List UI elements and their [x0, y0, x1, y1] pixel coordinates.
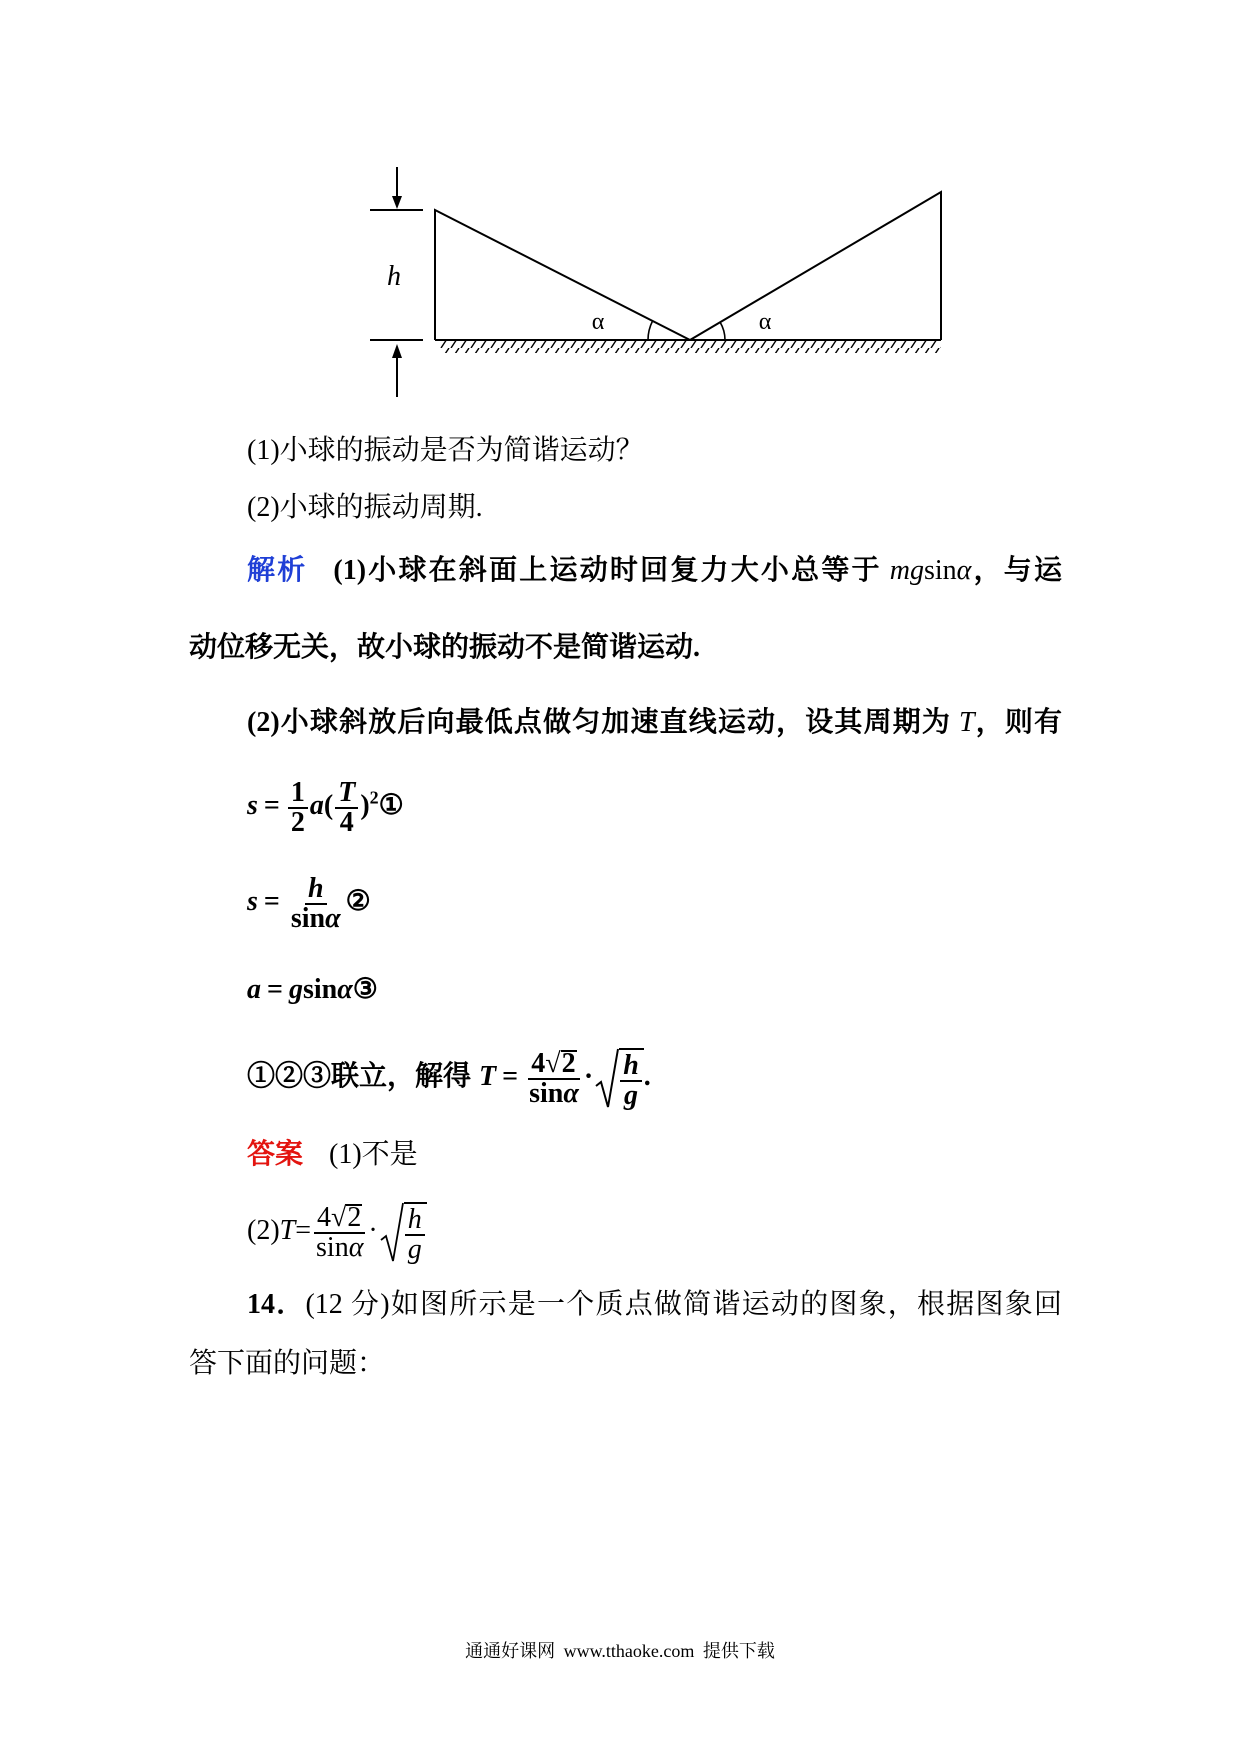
eq1-half-num: 1 [288, 779, 308, 809]
eq4-num [528, 1047, 579, 1080]
eq4-den [526, 1077, 582, 1109]
question-14-continuation: 答下面的问题： [189, 1348, 386, 1379]
answer-dot: · [368, 1215, 378, 1246]
angle-label-right: α [758, 309, 772, 335]
eq1-inner-fraction [335, 776, 358, 838]
eq1-equals: = [263, 790, 280, 821]
angle-arc-right [720, 322, 725, 340]
answer-num [314, 1201, 365, 1234]
answer-line-1 [247, 1125, 418, 1185]
eq1-half-fraction [288, 776, 308, 838]
height-label: h [387, 261, 401, 292]
answer-den [313, 1231, 366, 1263]
eq4-num-coef: 4 [531, 1047, 546, 1079]
eq4-markers: ①②③ [247, 1061, 332, 1092]
ground-hatching [440, 341, 941, 353]
eq1-exponent: 2 [369, 787, 379, 808]
eq4-end: . [643, 1061, 651, 1092]
eq4-text: 联立，解得 [331, 1061, 472, 1092]
expr-angle: α [956, 555, 972, 586]
eq4-big-root [595, 1048, 644, 1110]
answer-root-num: h [405, 1206, 425, 1236]
eq4-radicand: 2 [561, 1047, 576, 1079]
radical-icon [380, 1202, 404, 1264]
answer-part2-prefix: (2) [247, 1215, 280, 1246]
incline-figure [0, 0, 1240, 420]
answer-fraction [313, 1201, 366, 1263]
eq4-root-body [619, 1048, 644, 1110]
answer-label: 答案 [247, 1139, 304, 1170]
answer-radical-sign: √ [331, 1201, 347, 1233]
answer-equals: = [295, 1215, 312, 1246]
eq1-half-den: 2 [290, 806, 305, 838]
answer-radicand: 2 [347, 1201, 362, 1233]
right-incline [690, 192, 941, 340]
eq4-fraction [526, 1047, 582, 1109]
eq1-lhs: s [247, 790, 258, 821]
answer-root-body [404, 1202, 427, 1264]
equation-2 [247, 872, 371, 932]
eq2-marker: ② [345, 886, 371, 917]
eq3-coef: g [288, 974, 303, 1005]
analysis-line-1-continuation: 动位移无关，故小球的振动不是简谐运动. [189, 632, 701, 663]
answer-den-fn: sin [316, 1231, 349, 1263]
question-part-1: (1)小球的振动是否为简谐运动？ [247, 435, 644, 466]
eq2-den-angle: α [325, 902, 341, 934]
eq4-root-den: g [623, 1079, 638, 1111]
eq4-root-fraction [620, 1049, 642, 1111]
eq1-coef: a [309, 790, 324, 821]
eq2-num: h [305, 875, 327, 905]
analysis-part2-text: (2)小球斜放后向最低点做匀加速直线运动，设其周期为 [247, 707, 951, 738]
eq2-den-fn: sin [290, 902, 326, 934]
question-14-number: 14． [247, 1289, 306, 1320]
answer-line-2 [247, 1201, 427, 1265]
eq4-small-root [545, 1047, 576, 1079]
eq4-den-fn: sin [529, 1077, 564, 1109]
eq3-lhs: a [247, 974, 261, 1005]
question-14-points: (12 分) [305, 1289, 390, 1320]
answer-root-den: g [407, 1233, 422, 1265]
angle-arc-left [648, 321, 653, 340]
eq1-marker: ① [378, 790, 404, 821]
eq1-rparen: ) [360, 790, 370, 821]
eq3-fn: sin [302, 974, 338, 1005]
eq3-equals: = [267, 974, 283, 1005]
answer-den-angle: α [348, 1231, 364, 1263]
page-footer: 通通好课网 www.tthaoke.com 提供下载 [465, 1641, 775, 1661]
eq3-marker: ③ [352, 974, 378, 1005]
answer-root-fraction [405, 1203, 425, 1265]
eq2-equals: = [263, 886, 280, 917]
angle-label-left: α [591, 309, 605, 335]
equation-1 [247, 776, 404, 836]
expr-coef: mg [889, 555, 924, 586]
answer-var: T [279, 1215, 296, 1246]
eq4-dot: · [583, 1061, 594, 1092]
eq1-inner-den: 4 [339, 806, 354, 838]
analysis-label: 解析 [247, 555, 308, 586]
restoring-force-expression [890, 555, 972, 586]
left-incline [435, 210, 690, 340]
eq4-root-num: h [620, 1052, 642, 1082]
question-14-line-1 [247, 1275, 1062, 1335]
period-var: T [959, 707, 975, 738]
answer-num-coef: 4 [317, 1201, 332, 1233]
expr-fn: sin [923, 555, 957, 586]
eq4-var: T [479, 1061, 497, 1092]
eq2-fraction [288, 872, 344, 934]
eq4-den-angle: α [563, 1077, 579, 1109]
eq2-den [288, 902, 344, 934]
analysis-part2-tail: ，则有 [974, 707, 1062, 738]
analysis-line-2 [247, 693, 1062, 753]
answer-part1: (1)不是 [329, 1139, 418, 1170]
question-part-2: (2)小球的振动周期. [247, 492, 483, 523]
arrowhead-up-icon [392, 344, 402, 358]
eq3-angle: α [337, 974, 353, 1005]
eq1-lparen: ( [323, 790, 334, 821]
eq1-inner-num: T [335, 779, 358, 809]
analysis-line-1 [247, 541, 1062, 601]
equation-3 [247, 960, 378, 1020]
answer-big-root [380, 1202, 427, 1264]
answer-small-root [331, 1201, 362, 1233]
eq4-radical-sign: √ [545, 1047, 561, 1079]
eq2-lhs: s [247, 886, 258, 917]
analysis-part1-tail: ，与运 [971, 555, 1062, 586]
eq4-equals: = [502, 1061, 519, 1092]
analysis-part1-text: (1)小球在斜面上运动时回复力大小总等于 [333, 555, 882, 586]
equation-4 [247, 1047, 651, 1111]
radical-icon [595, 1048, 619, 1110]
question-14-text: 如图所示是一个质点做简谐运动的图象，根据图象回 [389, 1289, 1062, 1320]
arrowhead-down-icon [392, 196, 402, 209]
